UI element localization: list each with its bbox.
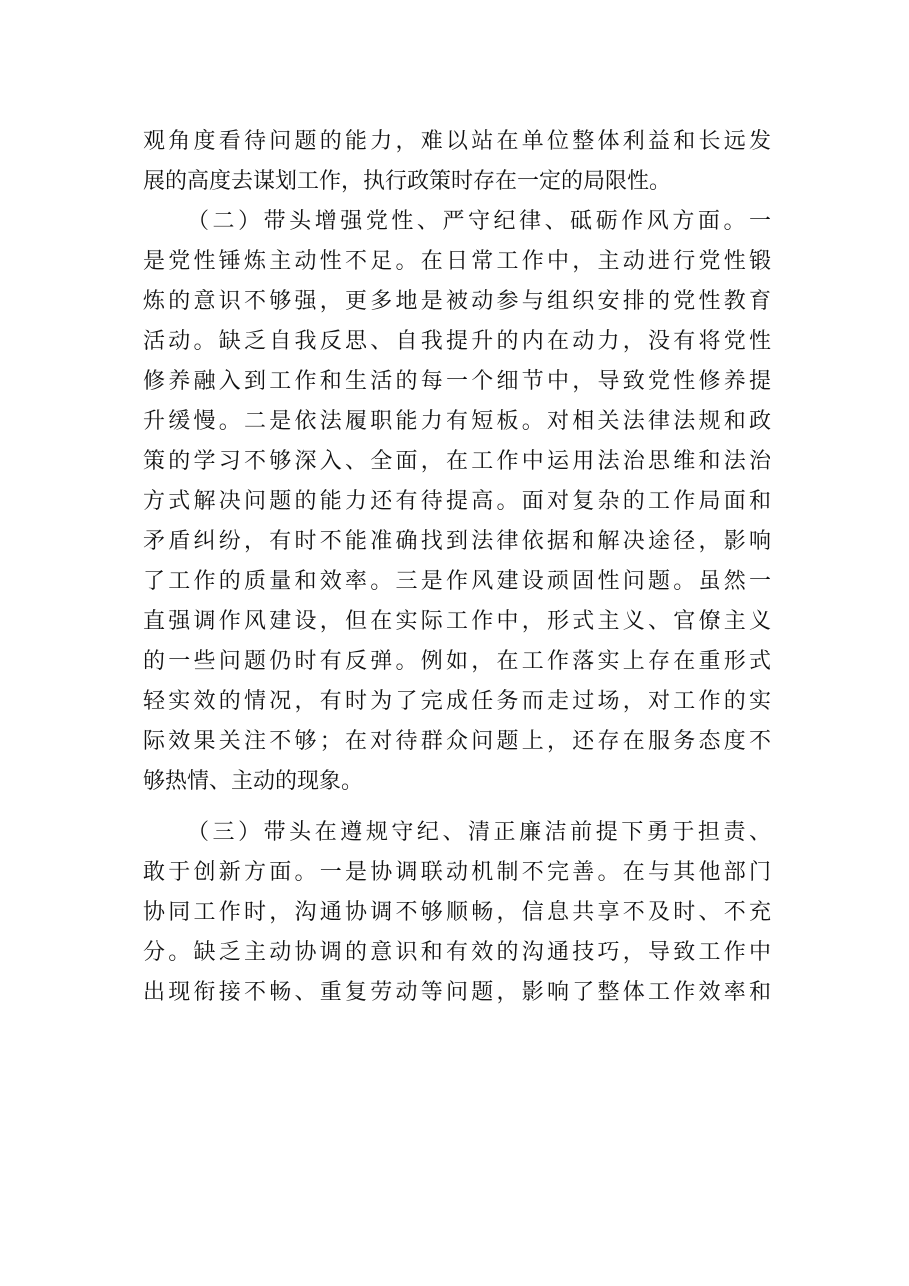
- paragraph-spacer: [143, 802, 771, 813]
- paragraph-2: [143, 202, 771, 802]
- paragraph-3: [143, 813, 771, 1013]
- text-line: 敢于创新方面。一是协调联动机制不完善。在与其他部门: [143, 860, 771, 885]
- text-line: （三）带头在遵规守纪、清正廉洁前提下勇于担责、: [187, 820, 771, 845]
- paragraph-1: [143, 122, 771, 202]
- text-line: 升缓慢。二是依法履职能力有短板。对相关法律法规和政: [143, 409, 771, 434]
- text-line: 是党性锤炼主动性不足。在日常工作中，主动进行党性锻: [143, 249, 771, 274]
- text-line: 矛盾纠纷，有时不能准确找到法律依据和解决途径，影响: [143, 529, 771, 554]
- text-line: 够热情、主动的现象。: [143, 769, 364, 794]
- text-line: 的一些问题仍时有反弹。例如，在工作落实上存在重形式: [143, 649, 771, 674]
- text-line: 轻实效的情况，有时为了完成任务而走过场，对工作的实: [143, 689, 771, 714]
- text-line: 炼的意识不够强，更多地是被动参与组织安排的党性教育: [143, 289, 771, 314]
- text-line: 直强调作风建设，但在实际工作中，形式主义、官僚主义: [143, 609, 771, 634]
- text-line: 修养融入到工作和生活的每一个细节中，导致党性修养提: [143, 369, 771, 394]
- text-line: 展的高度去谋划工作，执行政策时存在一定的局限性。: [143, 169, 672, 194]
- text-line: 分。缺乏主动协调的意识和有效的沟通技巧，导致工作中: [143, 940, 771, 965]
- text-line: 方式解决问题的能力还有待提高。面对复杂的工作局面和: [143, 489, 771, 514]
- text-line: 出现衔接不畅、重复劳动等问题，影响了整体工作效率和: [143, 980, 771, 1005]
- text-line: 策的学习不够深入、全面，在工作中运用法治思维和法治: [143, 449, 771, 474]
- text-line: 际效果关注不够；在对待群众问题上，还存在服务态度不: [143, 729, 771, 754]
- text-line: 了工作的质量和效率。三是作风建设顽固性问题。虽然一: [143, 569, 771, 594]
- document-body: [143, 122, 771, 1013]
- text-line: 活动。缺乏自我反思、自我提升的内在动力，没有将党性: [143, 329, 771, 354]
- text-line: 观角度看待问题的能力，难以站在单位整体利益和长远发: [143, 129, 771, 154]
- text-line: （二）带头增强党性、严守纪律、砥砺作风方面。一: [187, 209, 771, 234]
- text-line: 协同工作时，沟通协调不够顺畅，信息共享不及时、不充: [143, 900, 771, 925]
